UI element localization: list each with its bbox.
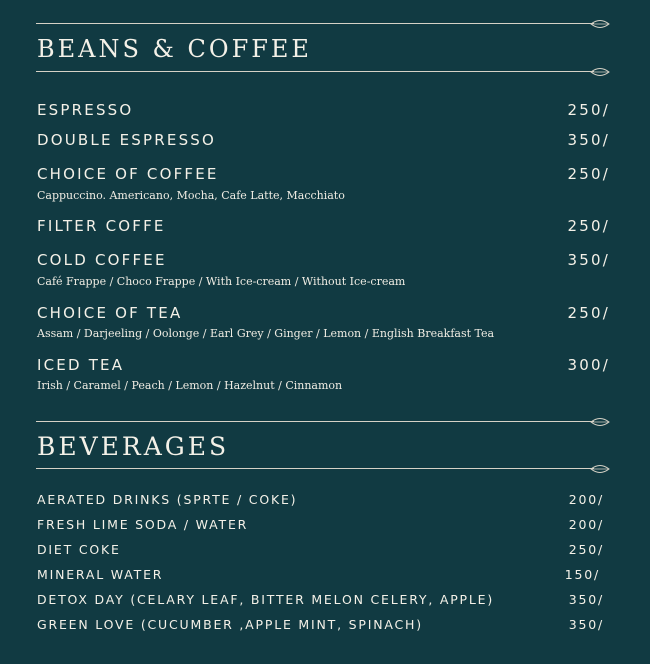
leaf-ornament-icon	[590, 463, 610, 475]
section-title-beans-coffee: BEANS & COFFEE	[37, 35, 312, 63]
menu-item-name: DETOX DAY (CELARY LEAF, BITTER MELON CELERY, APPLE)	[37, 592, 495, 607]
menu-item-name: CHOICE OF TEA	[37, 304, 183, 322]
menu-item-description: Café Frappe / Choco Frappe / With Ice-cream / Without Ice-cream	[37, 275, 406, 288]
menu-item-price: 200/	[568, 517, 604, 532]
menu-item-price: 250/	[567, 165, 610, 183]
menu-item-name: ESPRESSO	[37, 101, 134, 119]
menu-item-name: FILTER COFFE	[37, 217, 166, 235]
menu-item-name: FRESH LIME SODA / WATER	[37, 517, 249, 532]
menu-item-price: 250/	[567, 217, 610, 235]
menu-item-price: 150/	[564, 567, 600, 582]
menu-item-name: MINERAL WATER	[37, 567, 164, 582]
menu-item-price: 350/	[568, 592, 604, 607]
divider-top	[36, 18, 610, 30]
divider-coffee-bottom	[36, 66, 610, 78]
menu-item-price: 350/	[567, 131, 610, 149]
menu-item-name: AERATED DRINKS (SPRTE / COKE)	[37, 492, 298, 507]
section-title-beverages: BEVERAGES	[37, 432, 230, 461]
menu-item-price: 350/	[567, 251, 610, 269]
menu-item-description: Cappuccino. Americano, Mocha, Cafe Latte, Macchiato	[37, 189, 345, 202]
menu-item-price: 350/	[568, 617, 604, 632]
menu-item-description: Irish / Caramel / Peach / Lemon / Hazelnut / Cinnamon	[37, 379, 343, 392]
menu-item-name: DIET COKE	[37, 542, 121, 557]
menu-item-price: 200/	[568, 492, 604, 507]
menu-item-price: 250/	[567, 304, 610, 322]
leaf-ornament-icon	[590, 416, 610, 428]
menu-item-price: 300/	[567, 356, 610, 374]
divider-beverages-bottom	[36, 463, 610, 475]
menu-item-name: GREEN LOVE (CUCUMBER ,APPLE MINT, SPINACH)	[37, 617, 423, 632]
menu-item-description: Assam / Darjeeling / Oolonge / Earl Grey / Ginger / Lemon / English Breakfast Tea	[37, 327, 495, 340]
menu-item-name: COLD COFFEE	[37, 251, 167, 269]
leaf-ornament-icon	[590, 18, 610, 30]
menu-item-price: 250/	[567, 101, 610, 119]
divider-beverages-top	[36, 416, 610, 428]
leaf-ornament-icon	[590, 66, 610, 78]
menu-item-name: ICED TEA	[37, 356, 125, 374]
menu-item-price: 250/	[568, 542, 604, 557]
menu-item-name: CHOICE OF COFFEE	[37, 165, 219, 183]
menu-item-name: DOUBLE ESPRESSO	[37, 131, 217, 149]
